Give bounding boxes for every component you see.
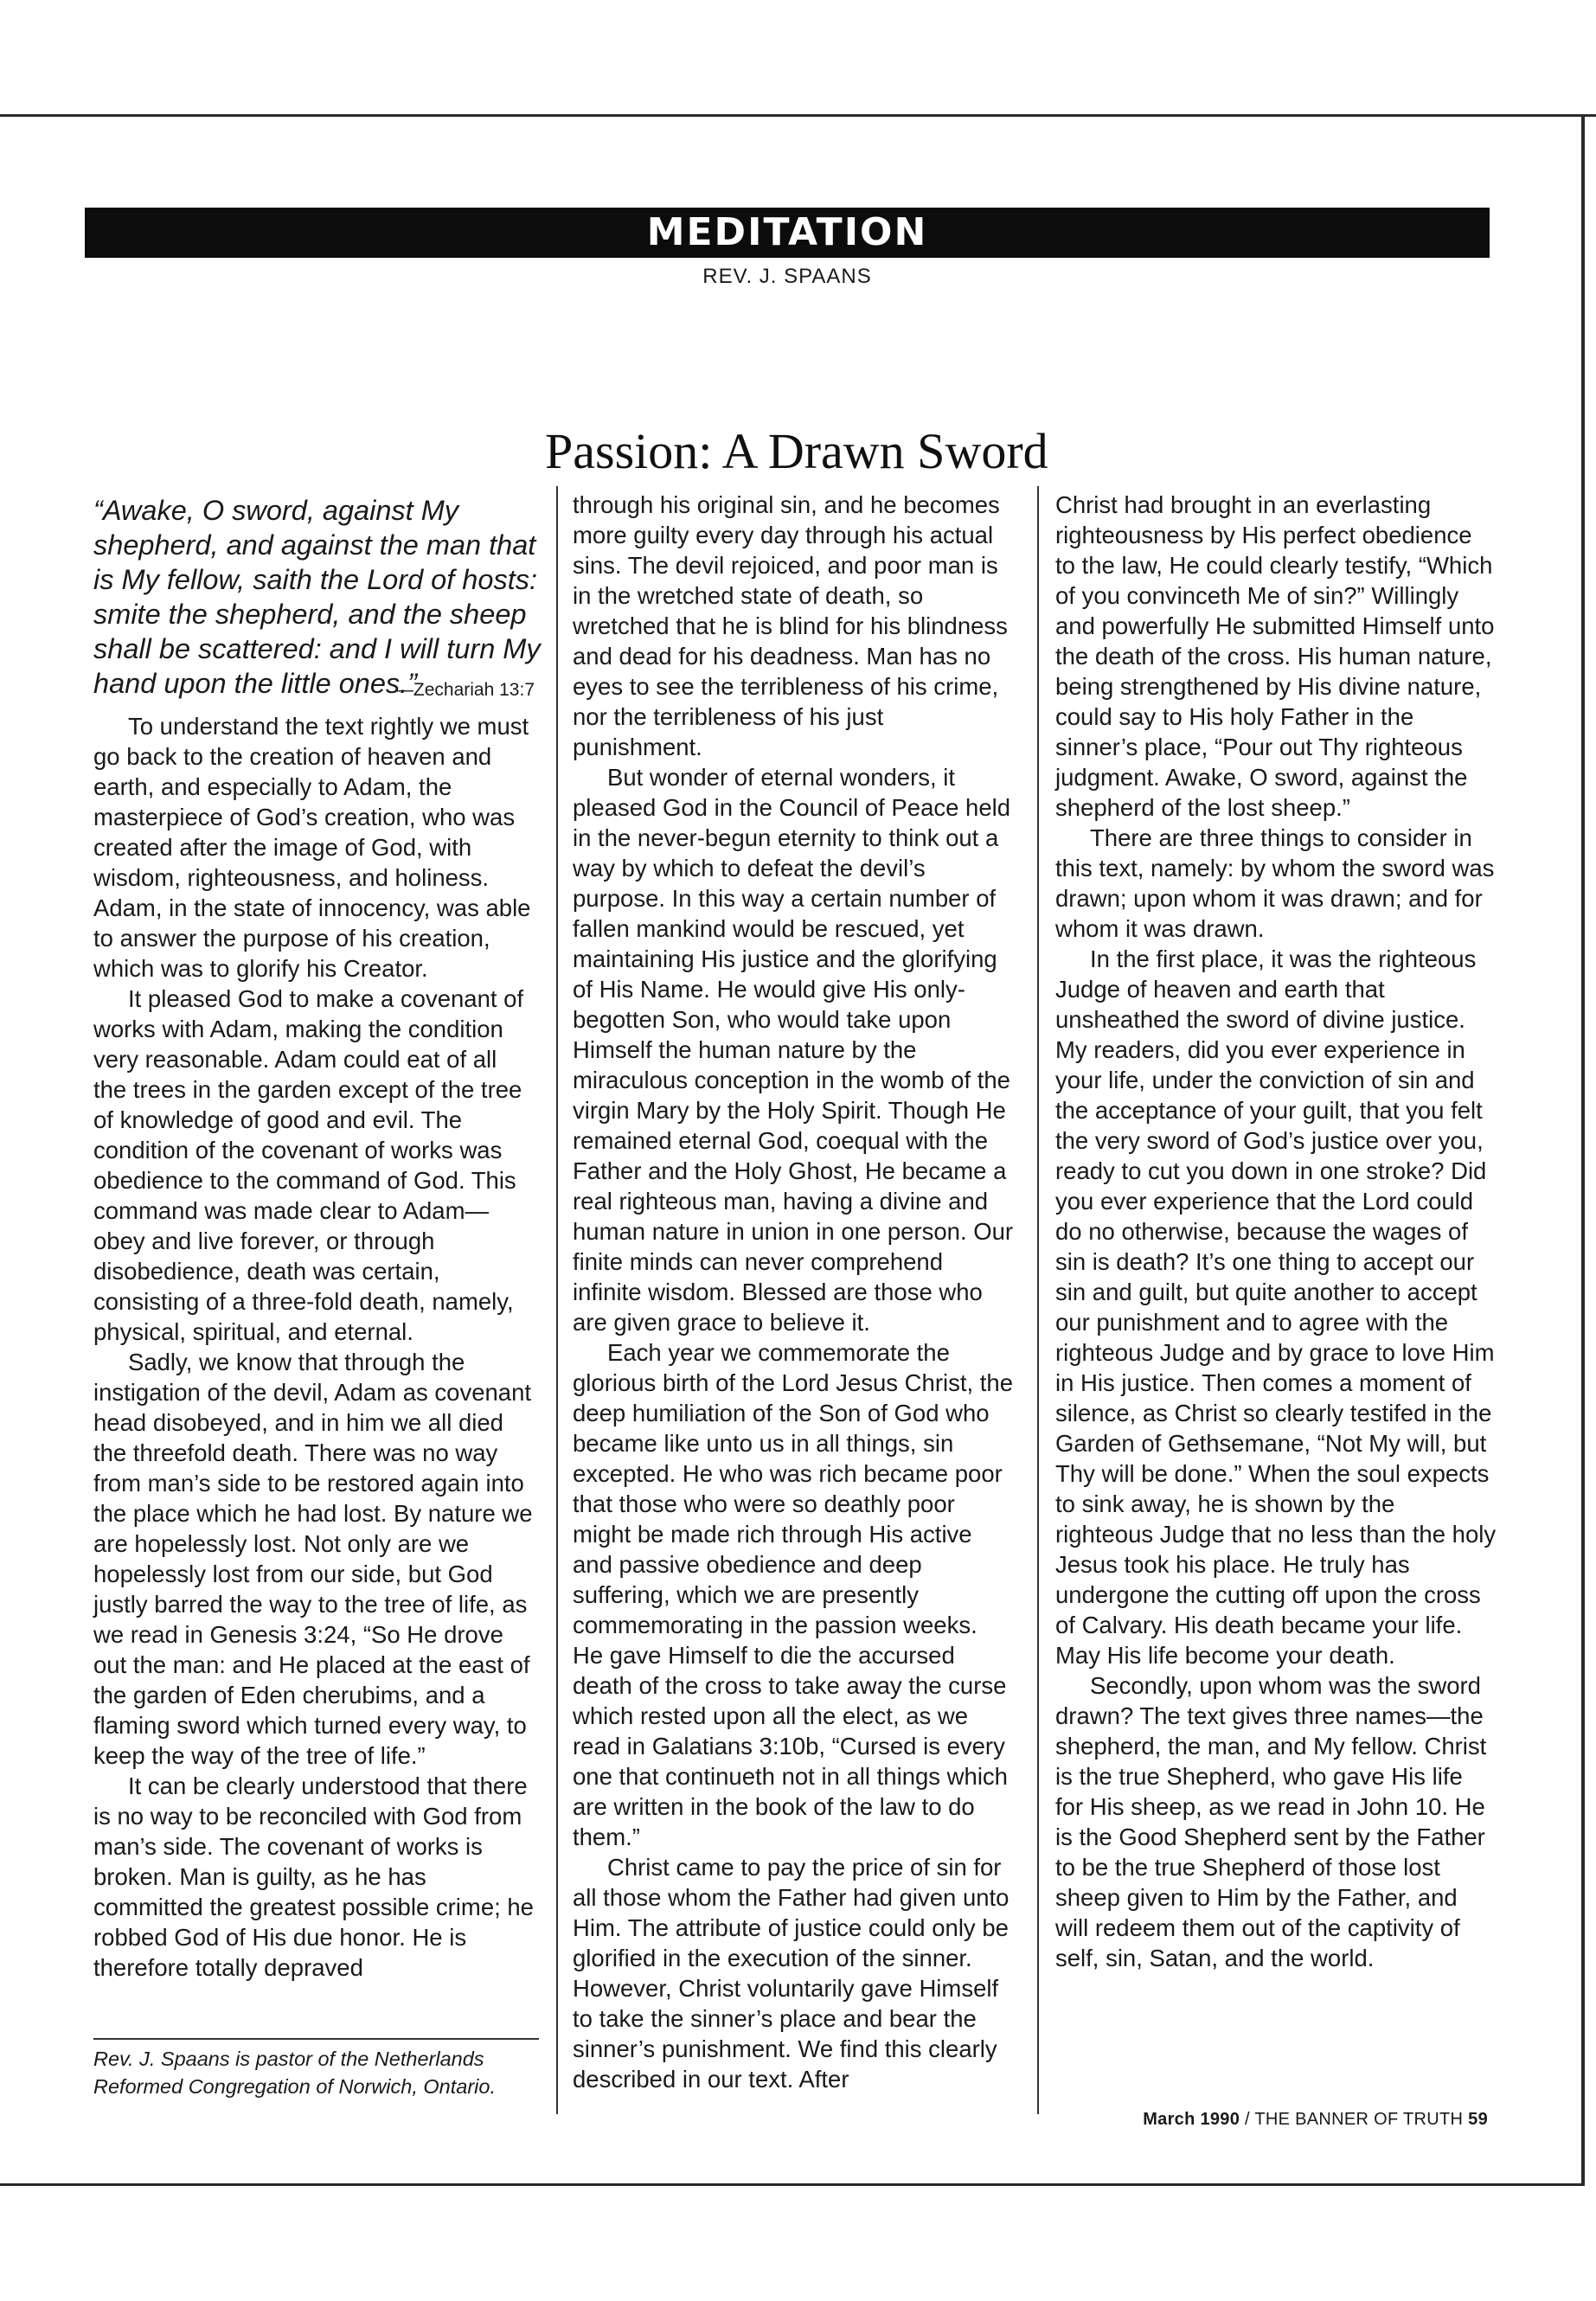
footer-issue: March 1990 bbox=[1143, 2110, 1240, 2129]
footnote-rule bbox=[93, 2038, 539, 2040]
text-column-1 bbox=[93, 711, 535, 1983]
section-banner: MEDITATION bbox=[85, 208, 1490, 258]
paragraph: To understand the text rightly we must go back to the creation of heaven and earth, and especially to Adam, the masterpiece of God’s creation, who was created after the image of God, with wisdom, righteousness, and holiness. Adam, in the state of innocency, was able to answer the purpose of his creation, which was to glorify his Creator. bbox=[93, 713, 531, 982]
epigraph-reference: —Zechariah 13:7 bbox=[394, 680, 535, 700]
paragraph: Sadly, we know that through the instigation of the devil, Adam as covenant head disobeyed, and in him we all died the threefold death. There was no way from man’s side to be restored again into the place which he had lost. By nature we are hopelessly lost. Not only are we hopelessly lost from our side, but God justly barred the way to the tree of life, as we read in Genesis 3:24, “So He drove out the man: and He placed at the east of the garden of Eden cherubims, and a flaming sword which turned every way, to keep the way of the tree of life.” bbox=[93, 1349, 533, 1769]
paragraph: In the first place, it was the righteous Judge of heaven and earth that unsheathed the sword of divine justice. My readers, did you ever experience in your life, under the conviction of sin and the acceptance of your guilt, that you felt the very sword of God’s justice over you, ready to cut you down in one stroke? Did you ever experience that the Lord could do no otherwise, because the wages of sin is death? It’s one thing to accept our sin and guilt, but quite another to accept our punishment and to agree with the righteous Judge and by grace to love Him in His justice. Then comes a moment of silence, as Christ so clearly testifed in the Garden of Gethsemane, “Not My will, but Thy will be done.” When the soul expects to sink away, he is shown by the righteous Judge that no less than the holy Jesus took his place. He truly has undergone the cutting off upon the cross of Calvary. His death became your life. May His life become your death. bbox=[1055, 945, 1497, 1669]
paragraph: Christ had brought in an everlasting righteousness by His perfect obedience to the law, He could clearly testify, “Which of you convinceth Me of sin?” Willingly and powerfully He submitted Himself unto the death of the cross. His human nature, being strengthened by His divine nature, could say to His holy Father in the sinner’s place, “Pour out Thy righteous judgment. Awake, O sword, against the shepherd of the lost sheep.” bbox=[1055, 491, 1495, 821]
author-footnote: Rev. J. Spaans is pastor of the Netherlands Reformed Congregation of Norwich, Ontario. bbox=[93, 2048, 496, 2098]
paragraph: through his original sin, and he becomes more guilty every day through his actual sins. The devil rejoiced, and poor man is in the wretched state of death, so wretched that he is blind for his blindness and dead for his deadness. Man has no eyes to see the terribleness of his crime, nor the terribleness of his just punishment. bbox=[573, 491, 1008, 760]
paragraph: Christ came to pay the price of sin for all those whom the Father had given unto Him. The attribute of justice could only be glorified in the execution of the sinner. However, Christ voluntarily gave Himself to take the sinner’s place and bear the sinner’s punishment. We find this clearly described in our text. After bbox=[573, 1854, 1010, 2093]
footer-separator: / bbox=[1240, 2110, 1255, 2129]
paragraph: It can be clearly understood that there is no way to be reconciled with God from man’s side. The covenant of works is broken. Man is guilty, as he has committed the greatest possible crime; he robbed God of His due honor. He is therefore totally depraved bbox=[93, 1772, 534, 1981]
footer-publication: THE BANNER OF TRUTH bbox=[1254, 2110, 1464, 2129]
page-border-bottom bbox=[0, 2183, 1585, 2186]
text-column-2 bbox=[573, 490, 1014, 2094]
page-footer bbox=[977, 2108, 1488, 2131]
paragraph: It pleased God to make a covenant of works with Adam, making the condition very reasonable. Adam could eat of all the trees in the garden except of the tree of knowledge of good and evil. The condition of the covenant of works was obedience to the command of God. This command was made clear to Adam—obey and live forever, or through disobedience, death was certain, consisting of a three-fold death, namely, physical, spiritual, and eternal. bbox=[93, 985, 524, 1345]
column-divider-2 bbox=[1037, 486, 1039, 2114]
article-title: Passion: A Drawn Sword bbox=[545, 423, 1048, 479]
epigraph-quote: “Awake, O sword, against My shepherd, and against the man that is My fellow, saith the Lord of hosts: smite the shepherd, and the sheep shall be scattered: and I will turn My hand upon the little ones.” bbox=[93, 495, 541, 699]
paragraph: But wonder of eternal wonders, it pleased God in the Council of Peace held in the never-begun eternity to think out a way by which to defeat the devil’s purpose. In this way a certain number of fallen mankind would be rescued, yet maintaining His justice and the glorifying of His Name. He would give His only-begotten Son, who would take upon Himself the human nature by the miraculous conception in the womb of the virgin Mary by the Holy Spirit. Though He remained eternal God, coequal with the Father and the Holy Ghost, He became a real righteous man, having a divine and human nature in union in one person. Our finite minds can never comprehend infinite wisdom. Blessed are those who are given grace to believe it. bbox=[573, 764, 1014, 1336]
page-border-top bbox=[0, 114, 1596, 117]
author-byline: REV. J. SPAANS bbox=[702, 265, 872, 288]
page-number: 59 bbox=[1468, 2110, 1488, 2129]
text-column-3 bbox=[1055, 490, 1497, 1973]
paragraph: Secondly, upon whom was the sword drawn? The text gives three names—the shepherd, the man, and My fellow. Christ is the true Shepherd, who gave His life for His sheep, as we read in John 10. He is the Good Shepherd sent by the Father to be the true Shepherd of those lost sheep given to Him by the Father, and will redeem them out of the captivity of self, sin, Satan, and the world. bbox=[1055, 1672, 1487, 1971]
page-border-right bbox=[1581, 114, 1585, 2186]
paragraph: Each year we commemorate the glorious birth of the Lord Jesus Christ, the deep humiliation of the Son of God who became like unto us in all things, sin excepted. He who was rich became poor that those who were so deathly poor might be made rich through His active and passive obedience and deep suffering, which we are presently commemorating in the passion weeks. He gave Himself to die the accursed death of the cross to take away the curse which rested upon all the elect, as we read in Galatians 3:10b, “Cursed is every one that continueth not in all things which are written in the book of the law to do them.” bbox=[573, 1339, 1014, 1850]
paragraph: There are three things to consider in this text, namely: by whom the sword was drawn; upon whom it was drawn; and for whom it was drawn. bbox=[1055, 824, 1495, 942]
column-divider-1 bbox=[556, 486, 558, 2114]
